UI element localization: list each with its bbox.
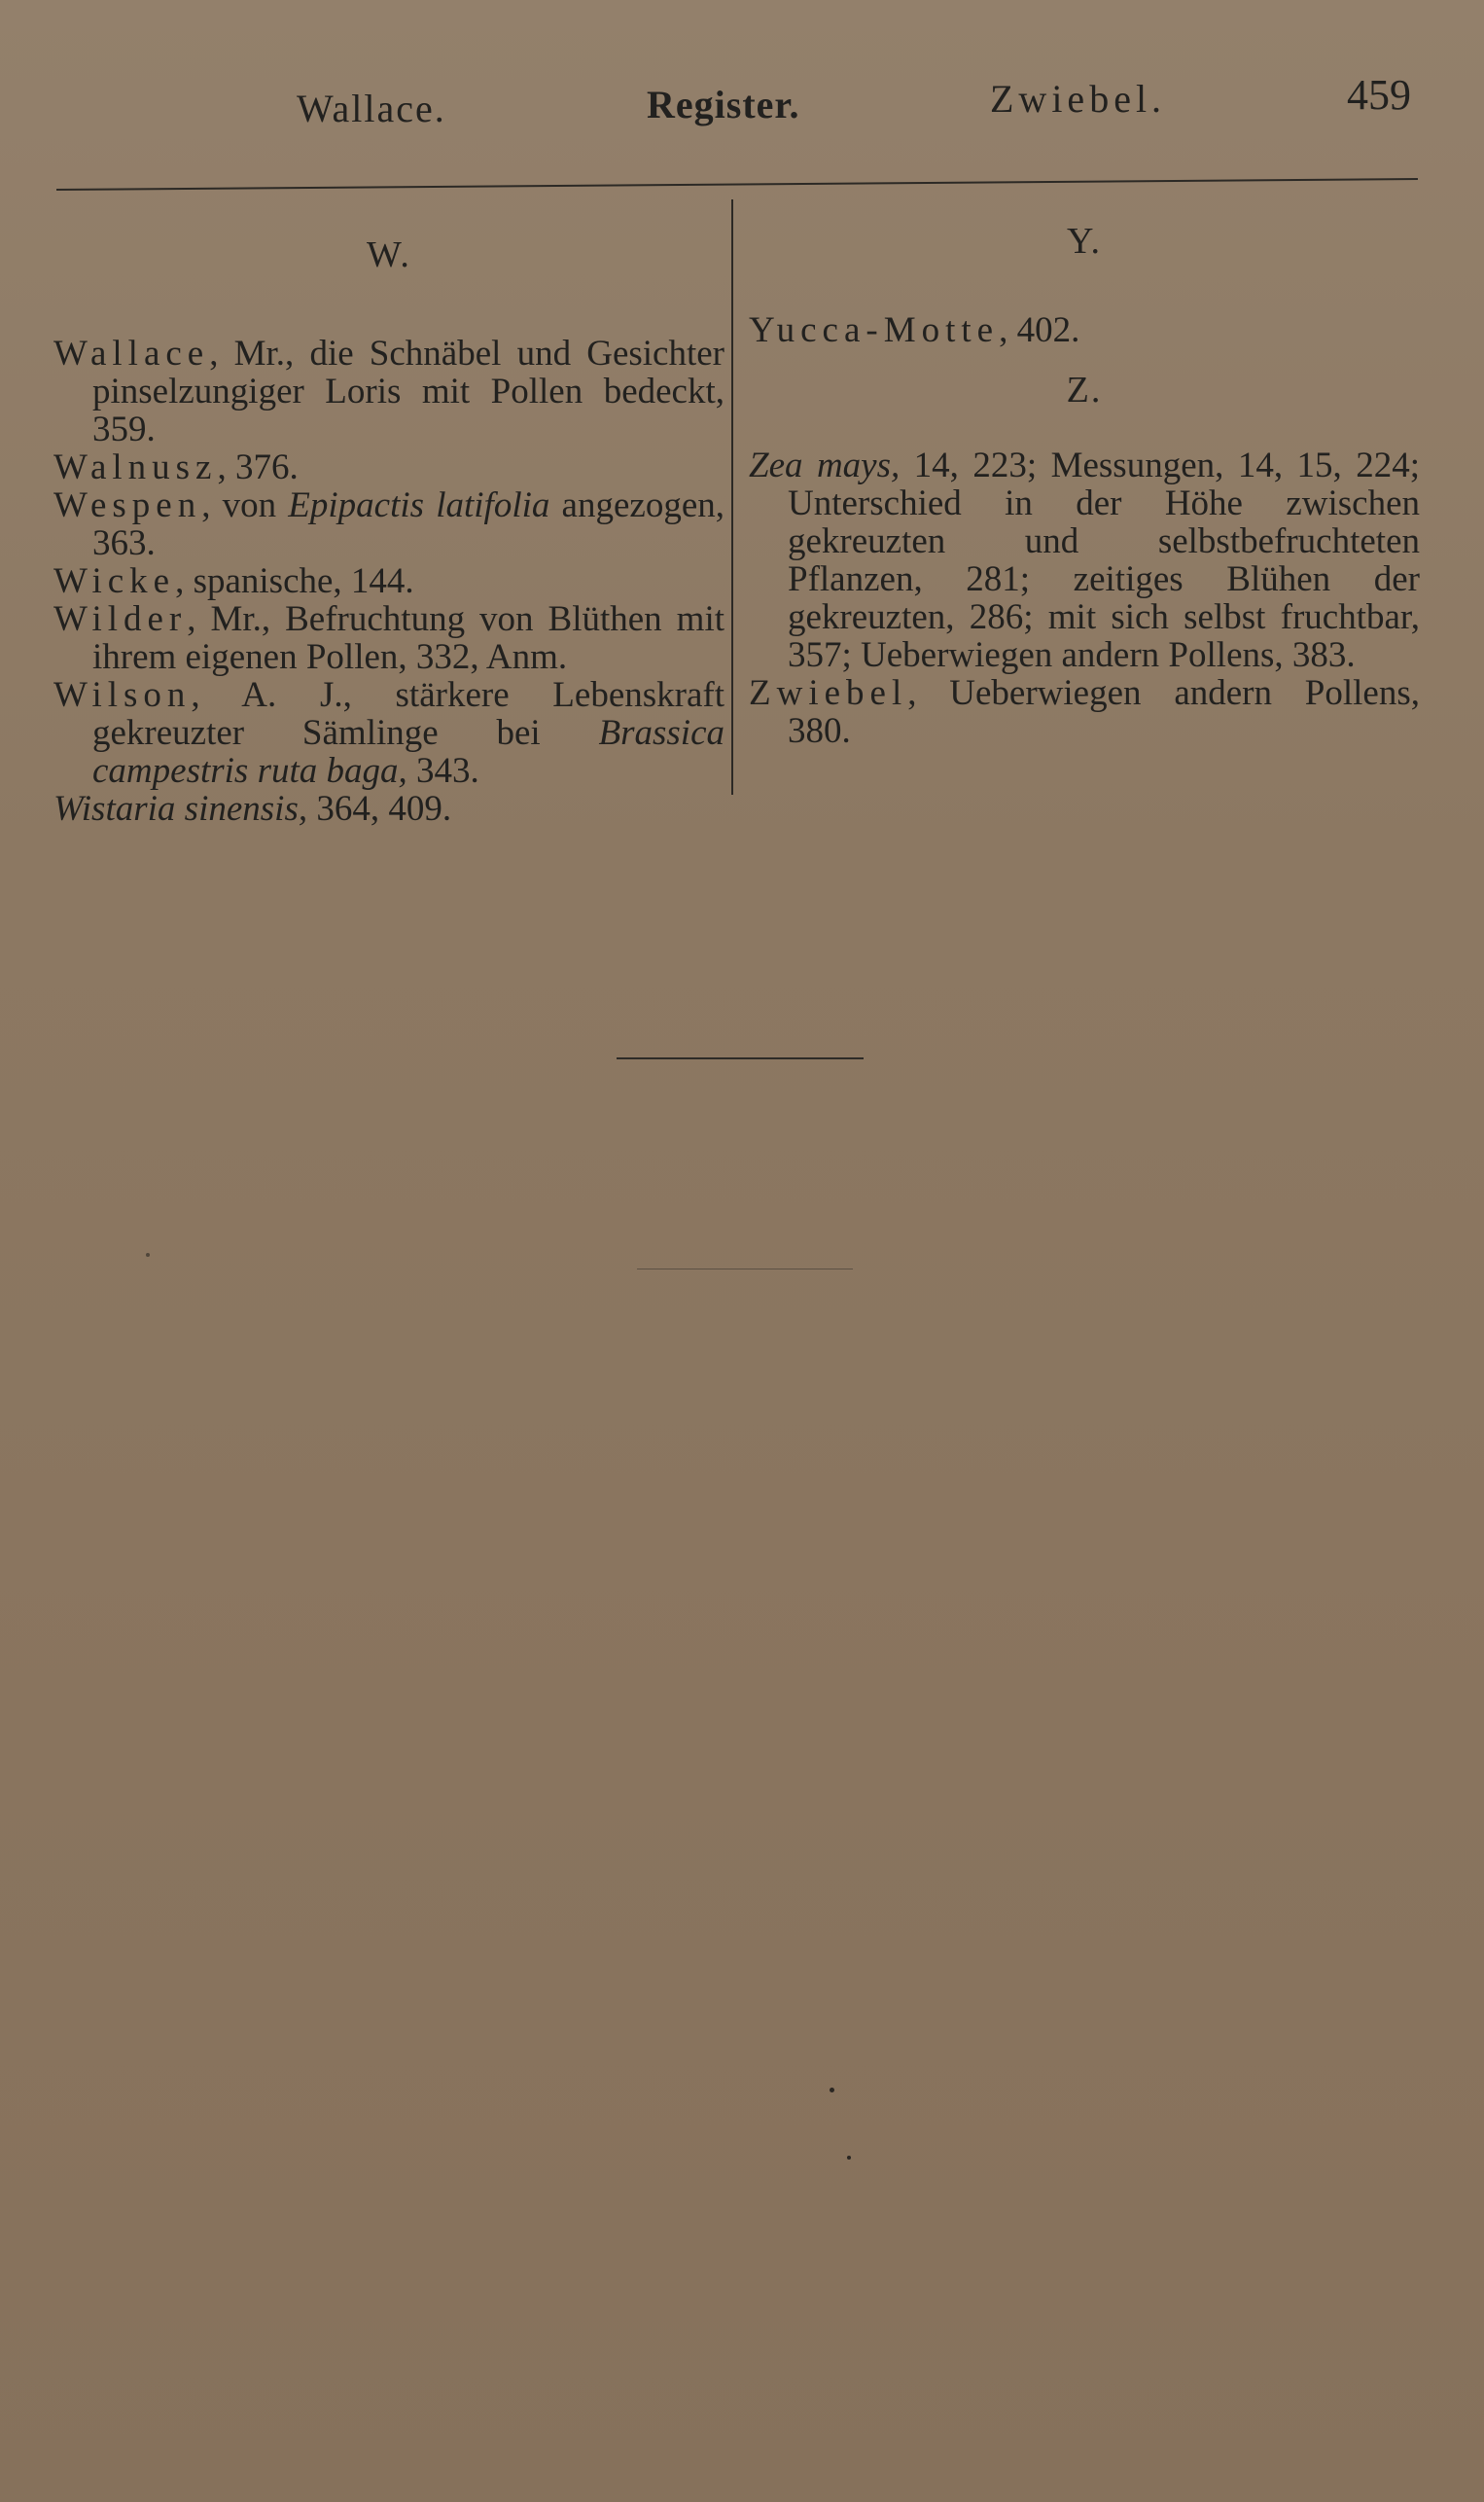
running-head [0,68,1484,130]
index-entry-zwiebel: Zwiebel, Ueberwiegen andern Pollens, 380. [749,673,1420,751]
index-entry-wistaria: Wistaria sinensis, 364, 409. [53,789,452,829]
index-entry-yucca-motte: Yucca-Motte, 402. [749,310,1080,350]
running-head-right: Zwiebel. [990,77,1167,121]
section-letter-z: Z. [1066,370,1103,411]
index-entry-wallace: Wallace, Mr., die Schnäbel und Gesichter pinselzungiger Loris mit Pollen bedeckt, 359. [53,334,724,449]
section-letter-y: Y. [1066,221,1103,262]
index-column-w [53,224,724,828]
end-rule [617,1057,864,1059]
index-entry-wicke: Wicke, spanische, 144. [53,561,414,601]
index-entry-zea-mays: Zea mays, 14, 223; Messungen, 14, 15, 224; Unterschied in der Höhe zwischen gekreuzten und selbstbefruchteten Pflanzen, 281; zeitiges Blühen der gekreuzten, 286; mit sich selbst fruchtbar, 357; Ueberwiegen andern Pollens, 383. [749,446,1420,675]
index-entry-wilson: Wilson, A. J., stärkere Lebenskraft gekreuzter Sämlinge bei Brassica campestris ruta baga, 343. [53,675,724,791]
running-head-center: Register. [647,83,800,126]
running-head-left: Wallace. [297,87,446,130]
index-entry-wespen: Wespen, von Epipactis latifolia angezogen, 363. [53,485,724,563]
paper-speck [830,2088,834,2092]
section-letter-w: W. [367,234,411,275]
column-divider [731,199,733,795]
page-number: 459 [1347,71,1411,119]
paper-speck [847,2156,851,2160]
index-entry-walnusz: Walnusz, 376. [53,447,299,487]
header-rule [56,178,1418,191]
paper-speck [146,1253,150,1257]
index-column-yz [749,222,1420,750]
index-entry-wilder: Wilder, Mr., Befruchtung von Blüthen mit ihrem eigenen Pollen, 332, Anm. [53,599,724,677]
